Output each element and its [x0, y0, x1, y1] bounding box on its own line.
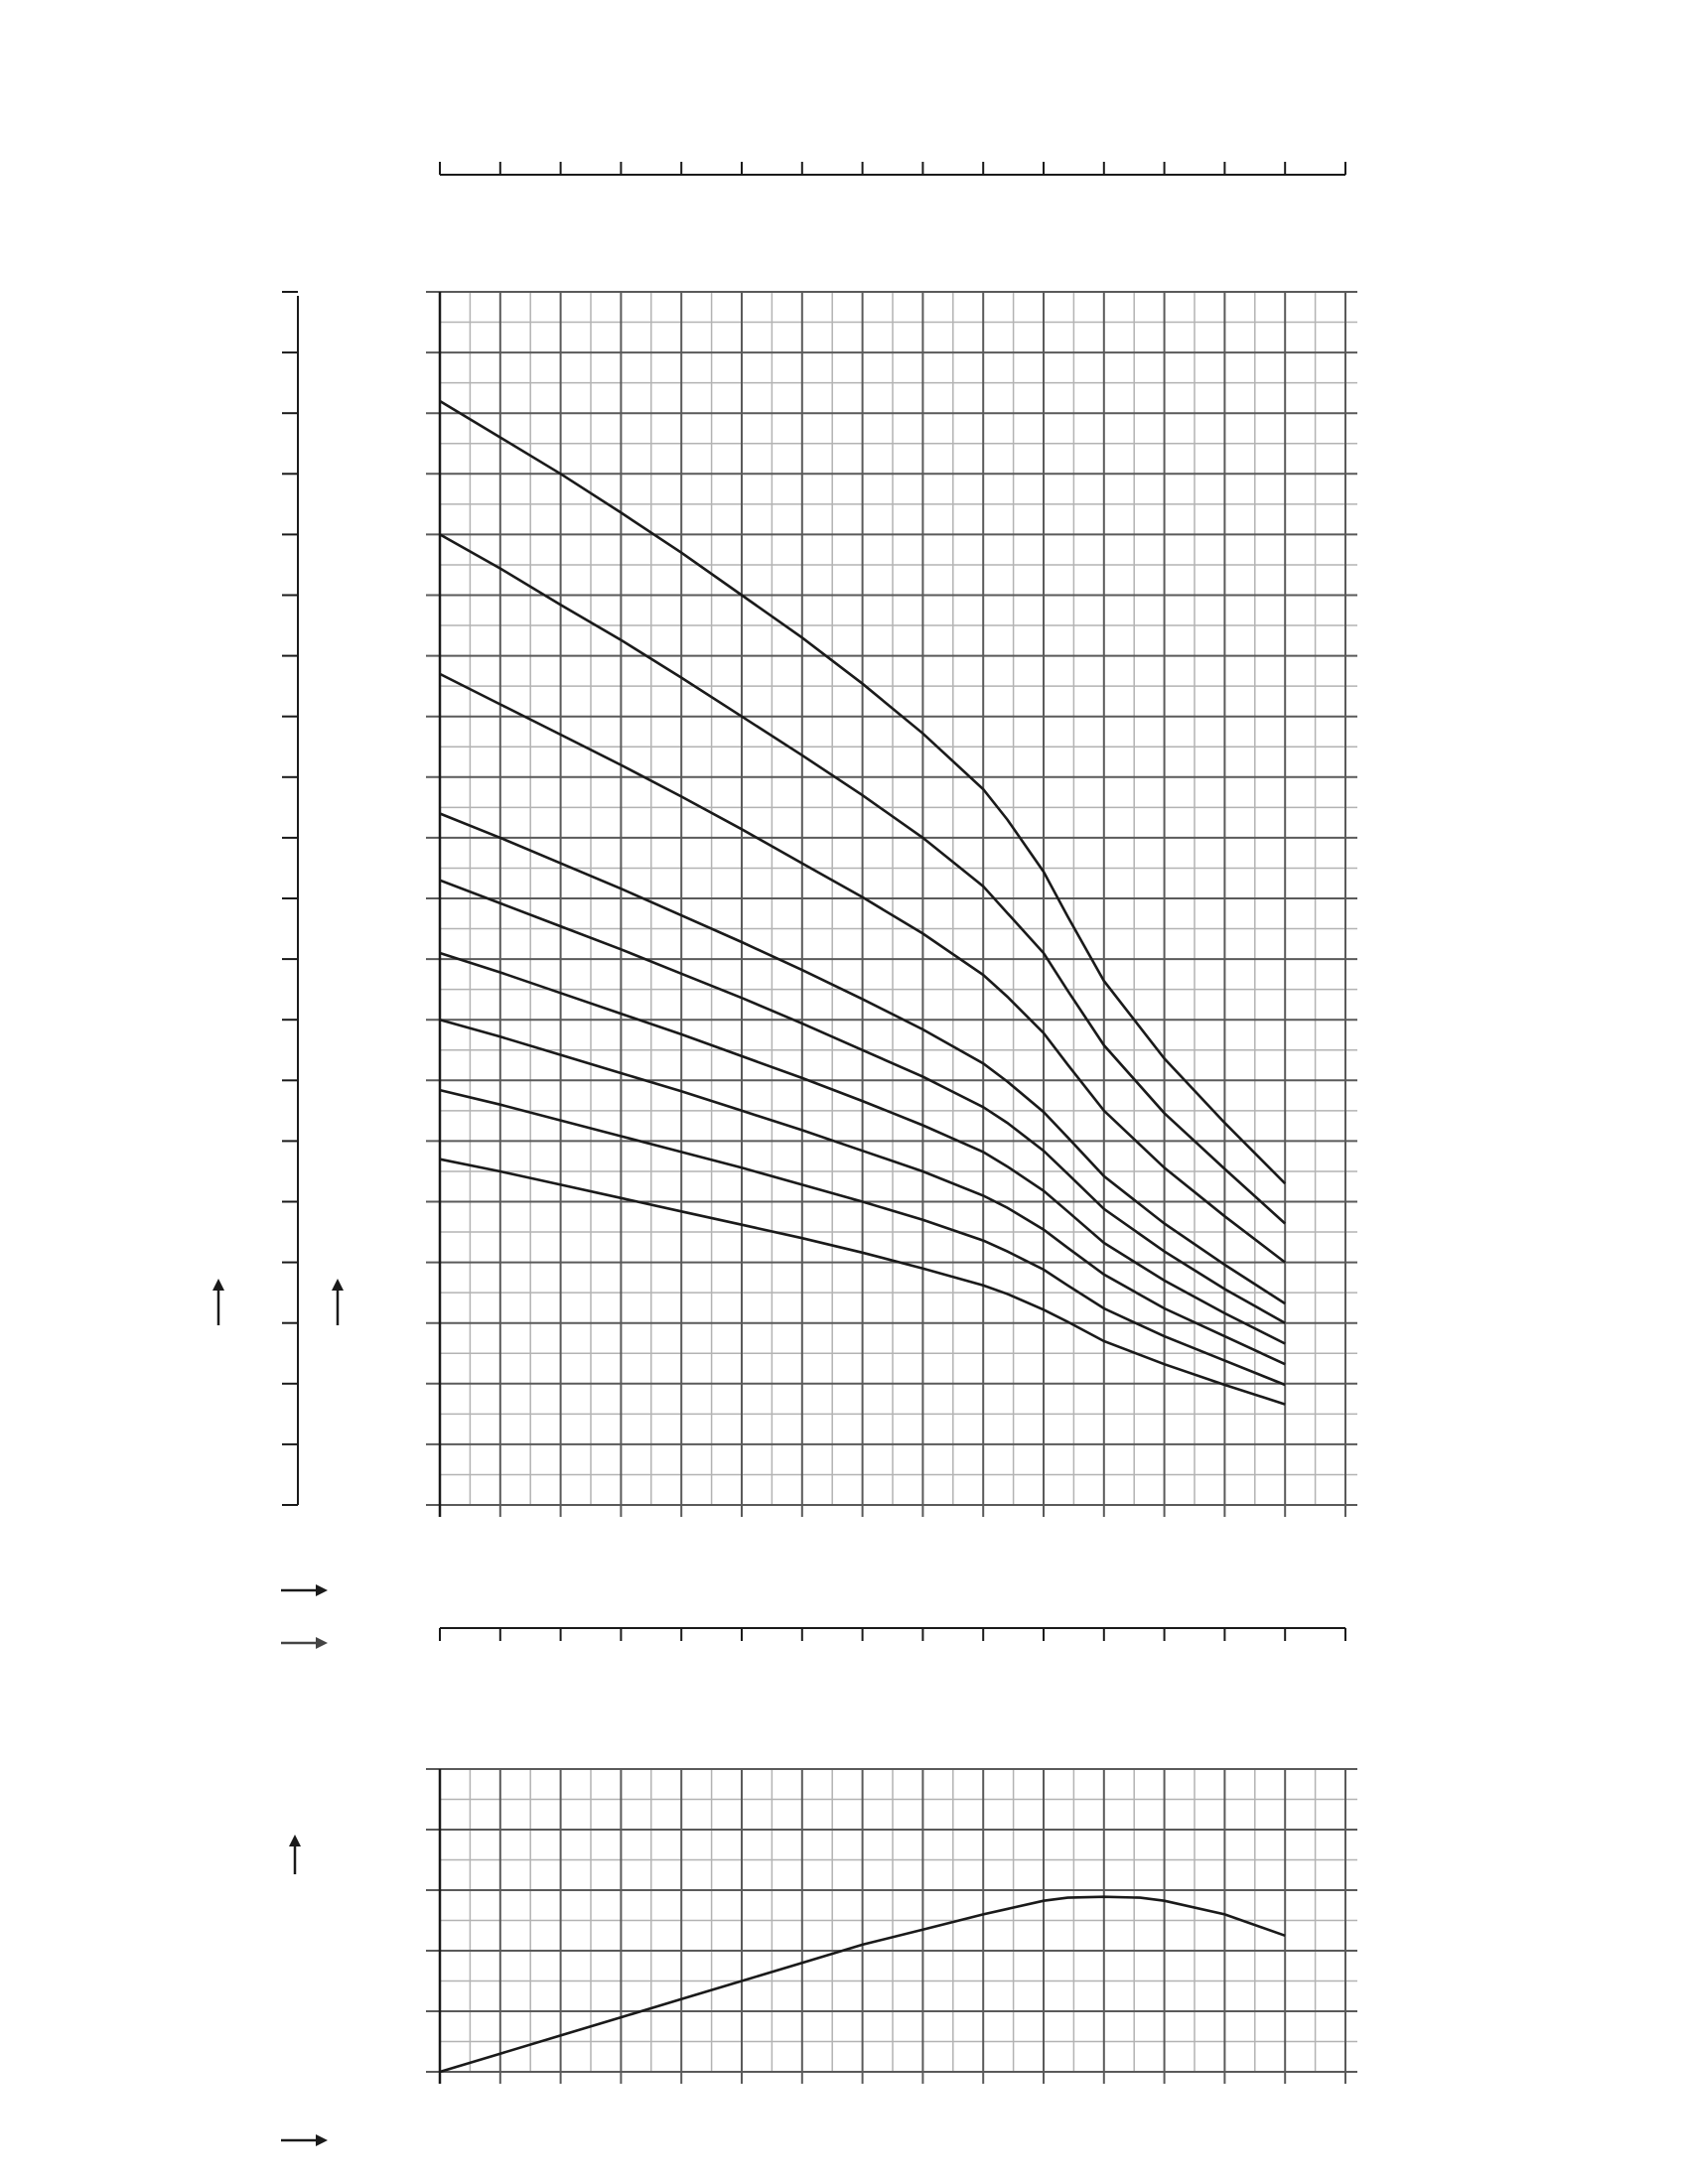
lpm-arrow-head — [316, 1584, 328, 1596]
ft-arrow-head — [212, 1279, 224, 1291]
eff-arrow-head — [289, 1835, 301, 1846]
mtr-arrow-head — [332, 1279, 344, 1291]
m3hr-arrow-head — [316, 1637, 328, 1649]
eff-lpm-arrow-head — [316, 2134, 328, 2146]
